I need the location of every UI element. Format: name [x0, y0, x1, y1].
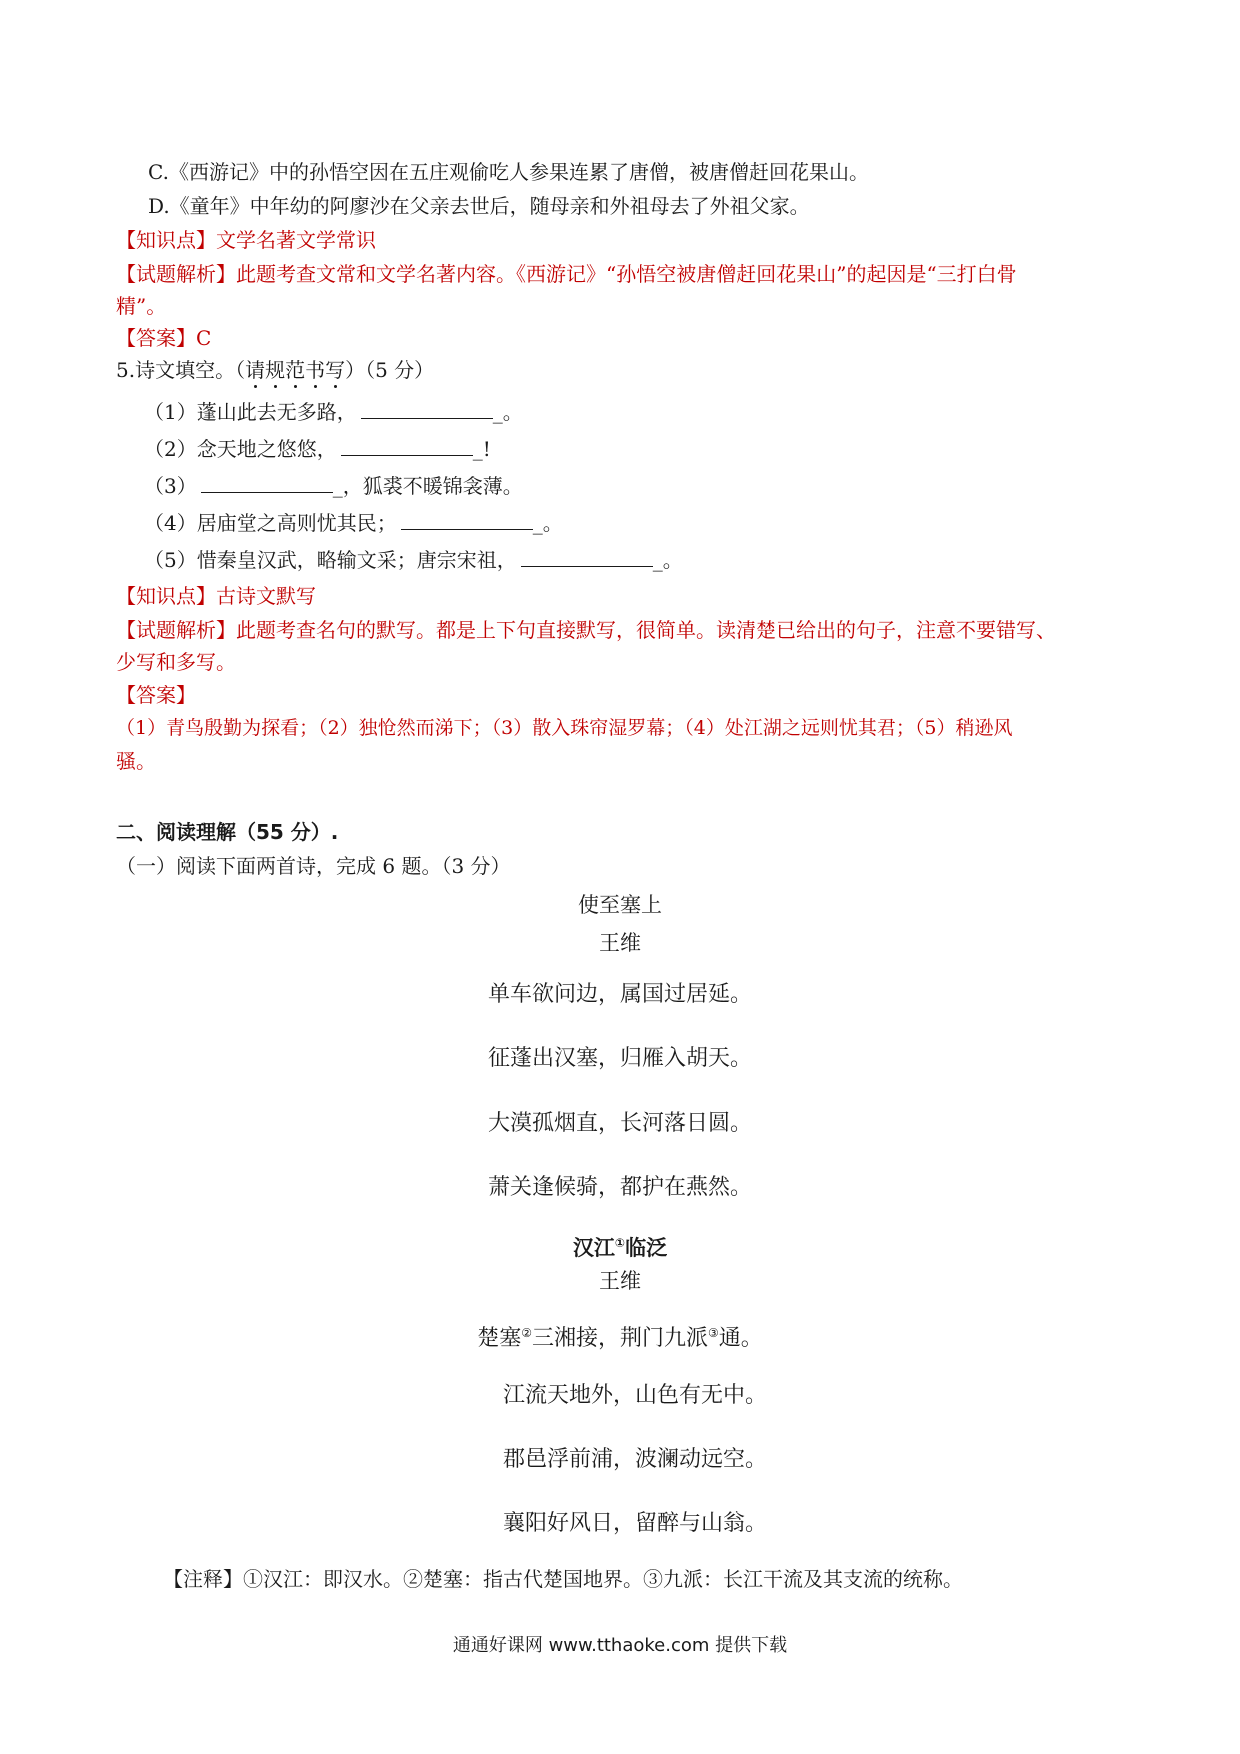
- item-tail: _。: [532, 511, 563, 535]
- answer-text: C: [196, 326, 212, 350]
- footnote-marker: ②: [521, 1326, 532, 1340]
- q5-answer-line-1: （1）青鸟殷勤为探看；（2）独怆然而涕下；（3）散入珠帘湿罗幕；（4）处江湖之远则忧其君；（5）稍逊风: [116, 717, 1013, 739]
- emphasis-char: 范: [285, 358, 306, 382]
- section-sub-heading: （一）阅读下面两首诗，完成 6 题。（3 分）: [116, 854, 511, 878]
- knowledge-point-text: 文学名著文学常识: [216, 228, 376, 252]
- item-prompt: （5）惜秦皇汉武，略输文采；唐宗宋祖，: [144, 548, 517, 572]
- emphasis-char: 写: [325, 358, 346, 382]
- q4-answer: [116, 324, 211, 352]
- item-prompt: （3）: [144, 474, 197, 498]
- footnote-marker: ①: [614, 1236, 626, 1250]
- emphasis-char: 请: [245, 358, 266, 382]
- q5-item-2: [144, 435, 491, 463]
- poem2-line: 襄阳好风日，留醉与山翁。: [502, 1511, 767, 1536]
- answer-blank: [201, 472, 333, 493]
- q5-answer-label: 【答案】: [116, 683, 196, 707]
- q5-heading: [116, 356, 434, 384]
- annotation-note: 【注释】①汉江：即汉水。②楚塞：指古代楚国地界。③九派：长江干流及其支流的统称。: [163, 1567, 963, 1591]
- poem2-line-segment: 三湘接，荆门九派: [531, 1326, 708, 1351]
- analysis-text: 此题考查文常和文学名著内容。《西游记》“孙悟空被唐僧赶回花果山”的起因是“三打白骨: [236, 262, 1017, 286]
- item-tail: _!: [472, 437, 491, 461]
- item-prompt: （2）念天地之悠悠，: [144, 437, 337, 461]
- q4-analysis-cont: 精”。: [116, 294, 167, 318]
- q4-analysis: [116, 260, 1017, 288]
- knowledge-point-label: 【知识点】: [116, 228, 216, 252]
- knowledge-point-label: 【知识点】: [116, 584, 216, 608]
- poem2-title: [0, 1228, 1240, 1263]
- poem2-line-segment: 通。: [718, 1326, 763, 1351]
- knowledge-point-text: 古诗文默写: [216, 584, 316, 608]
- poem2-line: [0, 1318, 1240, 1354]
- poem1-line: 萧关逢候骑，都护在燕然。: [487, 1175, 752, 1200]
- q5-item-5: [144, 546, 683, 574]
- item-tail: _。: [492, 400, 523, 424]
- poem2-line-segment: 楚塞: [477, 1326, 522, 1351]
- poem2-line: 郡邑浮前浦，波澜动远空。: [502, 1447, 767, 1472]
- poem2-line: 江流天地外，山色有无中。: [502, 1383, 767, 1408]
- q5-heading-pre: 5.诗文填空。（: [116, 358, 246, 382]
- q5-heading-post: ）（5 分）: [345, 358, 435, 382]
- section-heading: [116, 818, 338, 846]
- option-c: C.《西游记》中的孙悟空因在五庄观偷吃人参果连累了唐僧，被唐僧赶回花果山。: [148, 160, 869, 184]
- footnote-marker: ③: [708, 1326, 719, 1340]
- emphasis-char: 规: [265, 358, 286, 382]
- analysis-label: 【试题解析】: [116, 262, 236, 286]
- analysis-text: 此题考查名句的默写。都是上下句直接默写，很简单。读清楚已给出的句子，注意不要错写、: [236, 618, 1056, 642]
- q5-item-3: [144, 472, 523, 500]
- item-prompt: （1）蓬山此去无多路，: [144, 400, 357, 424]
- poem1-line: 单车欲问边，属国过居延。: [487, 982, 752, 1007]
- poem1-author: 王维: [599, 931, 641, 955]
- q5-knowledge-point: [116, 582, 316, 610]
- poem1-title: 使至塞上: [578, 893, 662, 917]
- page-footer: 通通好课网 www.tthaoke.com 提供下载: [452, 1635, 788, 1656]
- analysis-label: 【试题解析】: [116, 618, 236, 642]
- q4-knowledge-point: [116, 226, 376, 254]
- emphasis-char: 书: [305, 358, 326, 382]
- item-tail: _。: [652, 548, 683, 572]
- q5-analysis-cont: 少写和多写。: [116, 650, 236, 674]
- section-heading-mark: .: [330, 820, 339, 844]
- poem2-author: 王维: [599, 1269, 641, 1293]
- poem1-line: 大漠孤烟直，长河落日圆。: [487, 1111, 752, 1136]
- q5-item-4: [144, 509, 563, 537]
- answer-label: 【答案】: [116, 326, 196, 350]
- answer-blank: [401, 509, 533, 530]
- poem1-line: 征蓬出汉塞，归雁入胡天。: [487, 1046, 752, 1071]
- item-tail: _，狐裘不暖锦衾薄。: [332, 474, 523, 498]
- q5-item-1: [144, 398, 523, 426]
- option-d: D.《童年》中年幼的阿廖沙在父亲去世后，随母亲和外祖母去了外祖父家。: [148, 194, 810, 218]
- answer-blank: [521, 546, 653, 567]
- q5-answer-line-2: 骚。: [116, 749, 156, 773]
- poem2-title-text: 汉江: [572, 1236, 615, 1260]
- item-prompt: （4）居庙堂之高则忧其民；: [144, 511, 397, 535]
- answer-blank: [341, 435, 473, 456]
- section-heading-text: 二、阅读理解（55 分）: [116, 820, 331, 844]
- poem2-title-tail: 临泛: [625, 1236, 668, 1260]
- q5-analysis: [116, 616, 1056, 644]
- answer-blank: [361, 398, 493, 419]
